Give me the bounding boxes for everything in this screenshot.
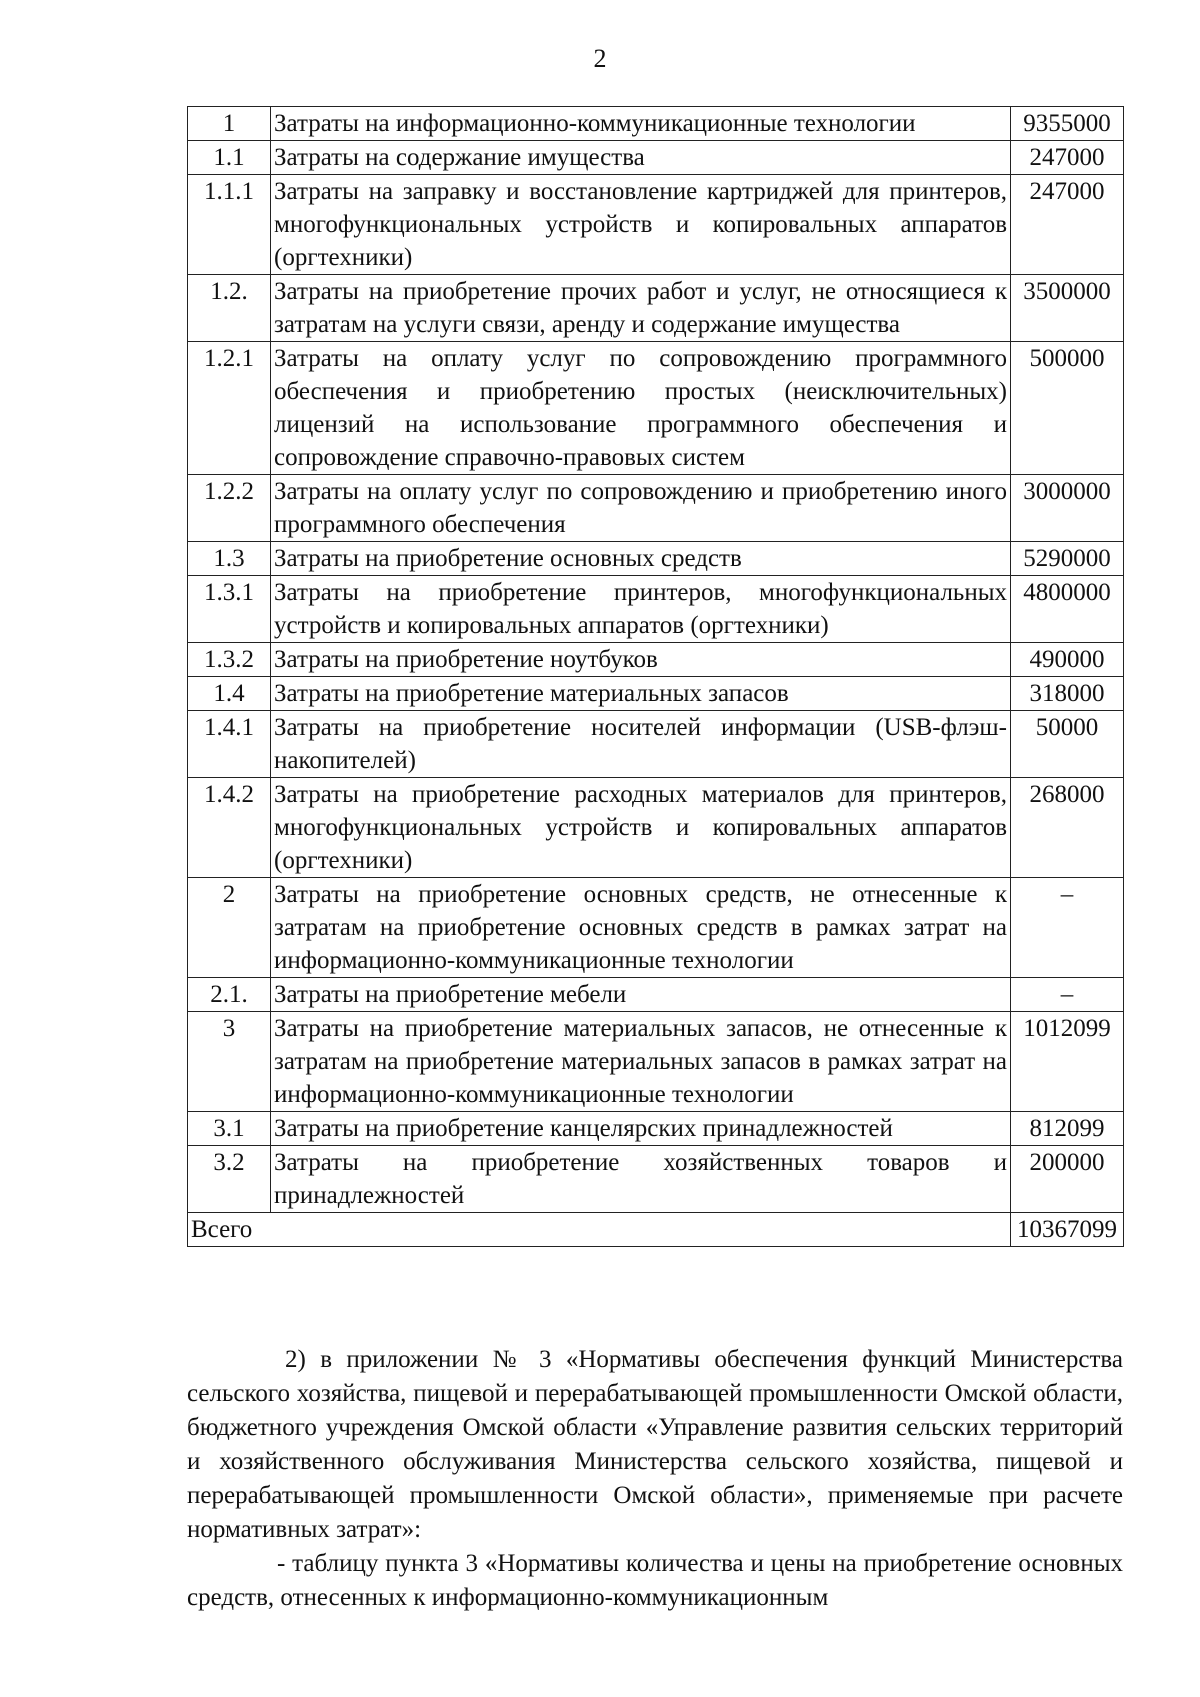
total-value: 10367099 (1011, 1213, 1124, 1247)
table-row (188, 542, 1124, 576)
row-number: 1.4.2 (188, 778, 271, 878)
table-row (188, 1012, 1124, 1112)
row-value: 9355000 (1011, 107, 1124, 141)
row-number: 3.1 (188, 1112, 271, 1146)
table-row (188, 107, 1124, 141)
row-value: 200000 (1011, 1146, 1124, 1213)
row-number: 3.2 (188, 1146, 271, 1213)
table-row (188, 978, 1124, 1012)
table-row (188, 275, 1124, 342)
row-description: Затраты на приобретение носителей информации (USB-флэш-накопителей) (271, 711, 1011, 778)
paragraph-table-item-3: - таблицу пункта 3 «Нормативы количества и цены на приобретение основных средств, отнесенных к информационно-коммуникационным (187, 1550, 1123, 1611)
row-number: 1.1.1 (188, 175, 271, 275)
row-value: 268000 (1011, 778, 1124, 878)
row-number: 1.1 (188, 141, 271, 175)
row-value: 50000 (1011, 711, 1124, 778)
costs-table (187, 106, 1124, 1247)
row-value: 4800000 (1011, 576, 1124, 643)
total-label: Всего (188, 1213, 1011, 1247)
row-value: 247000 (1011, 141, 1124, 175)
table-row (188, 677, 1124, 711)
total-row (188, 1213, 1124, 1247)
table-row (188, 576, 1124, 643)
row-value: 318000 (1011, 677, 1124, 711)
row-value: 812099 (1011, 1112, 1124, 1146)
row-description: Затраты на приобретение прочих работ и услуг, не относящиеся к затратам на услуги связи, аренду и содержание имущества (271, 275, 1011, 342)
row-number: 3 (188, 1012, 271, 1112)
row-value: – (1011, 978, 1124, 1012)
row-description: Затраты на приобретение материальных запасов, не отнесенные к затратам на приобретение материальных запасов в рамках затрат на информационно-коммуникационные технологии (271, 1012, 1011, 1112)
row-value: 3500000 (1011, 275, 1124, 342)
row-value: 490000 (1011, 643, 1124, 677)
table-row (188, 878, 1124, 978)
paragraph-appendix-3: 2) в приложении № 3 «Нормативы обеспечения функций Министерства сельского хозяйства, пищевой и перерабатывающей промышленности Омской области, бюджетного учреждения Омской области «Управление развития сельских территорий и хозяйственного обслуживания Министерства сельского хозяйства, пищевой и перерабатывающей промышленности Омской области», применяемые при расчете нормативных затрат»: (187, 1346, 1123, 1543)
body-text (187, 1343, 1123, 1615)
row-description: Затраты на информационно-коммуникационные технологии (271, 107, 1011, 141)
table-row (188, 141, 1124, 175)
row-description: Затраты на содержание имущества (271, 141, 1011, 175)
table-row (188, 475, 1124, 542)
row-number: 1.4.1 (188, 711, 271, 778)
row-description: Затраты на приобретение ноутбуков (271, 643, 1011, 677)
row-description: Затраты на оплату услуг по сопровождению и приобретению иного программного обеспечения (271, 475, 1011, 542)
row-description: Затраты на приобретение канцелярских принадлежностей (271, 1112, 1011, 1146)
row-description: Затраты на приобретение принтеров, многофункциональных устройств и копировальных аппаратов (оргтехники) (271, 576, 1011, 643)
row-number: 2.1. (188, 978, 271, 1012)
row-description: Затраты на приобретение основных средств (271, 542, 1011, 576)
row-description: Затраты на приобретение основных средств, не отнесенные к затратам на приобретение основных средств в рамках затрат на информационно-коммуникационные технологии (271, 878, 1011, 978)
row-value: – (1011, 878, 1124, 978)
table-row (188, 342, 1124, 475)
table-row (188, 778, 1124, 878)
table-row (188, 711, 1124, 778)
row-value: 500000 (1011, 342, 1124, 475)
row-number: 1.4 (188, 677, 271, 711)
row-number: 2 (188, 878, 271, 978)
row-number: 1.2.1 (188, 342, 271, 475)
table-row (188, 175, 1124, 275)
row-value: 5290000 (1011, 542, 1124, 576)
page-number: 2 (593, 44, 607, 73)
row-description: Затраты на заправку и восстановление картриджей для принтеров, многофункциональных устройств и копировальных аппаратов (оргтехники) (271, 175, 1011, 275)
row-number: 1.3.1 (188, 576, 271, 643)
row-number: 1.2. (188, 275, 271, 342)
row-number: 1.3 (188, 542, 271, 576)
row-description: Затраты на приобретение мебели (271, 978, 1011, 1012)
row-value: 1012099 (1011, 1012, 1124, 1112)
row-number: 1 (188, 107, 271, 141)
table-row (188, 643, 1124, 677)
table-row (188, 1112, 1124, 1146)
row-description: Затраты на приобретение хозяйственных товаров и принадлежностей (271, 1146, 1011, 1213)
row-description: Затраты на оплату услуг по сопровождению программного обеспечения и приобретению простых (неисключительных) лицензий на использование программного обеспечения и сопровождение справочно-правовых систем (271, 342, 1011, 475)
row-description: Затраты на приобретение расходных материалов для принтеров, многофункциональных устройств и копировальных аппаратов (оргтехники) (271, 778, 1011, 878)
row-value: 3000000 (1011, 475, 1124, 542)
row-number: 1.3.2 (188, 643, 271, 677)
costs-table-body (188, 107, 1124, 1213)
row-value: 247000 (1011, 175, 1124, 275)
table-row (188, 1146, 1124, 1213)
row-number: 1.2.2 (188, 475, 271, 542)
row-description: Затраты на приобретение материальных запасов (271, 677, 1011, 711)
